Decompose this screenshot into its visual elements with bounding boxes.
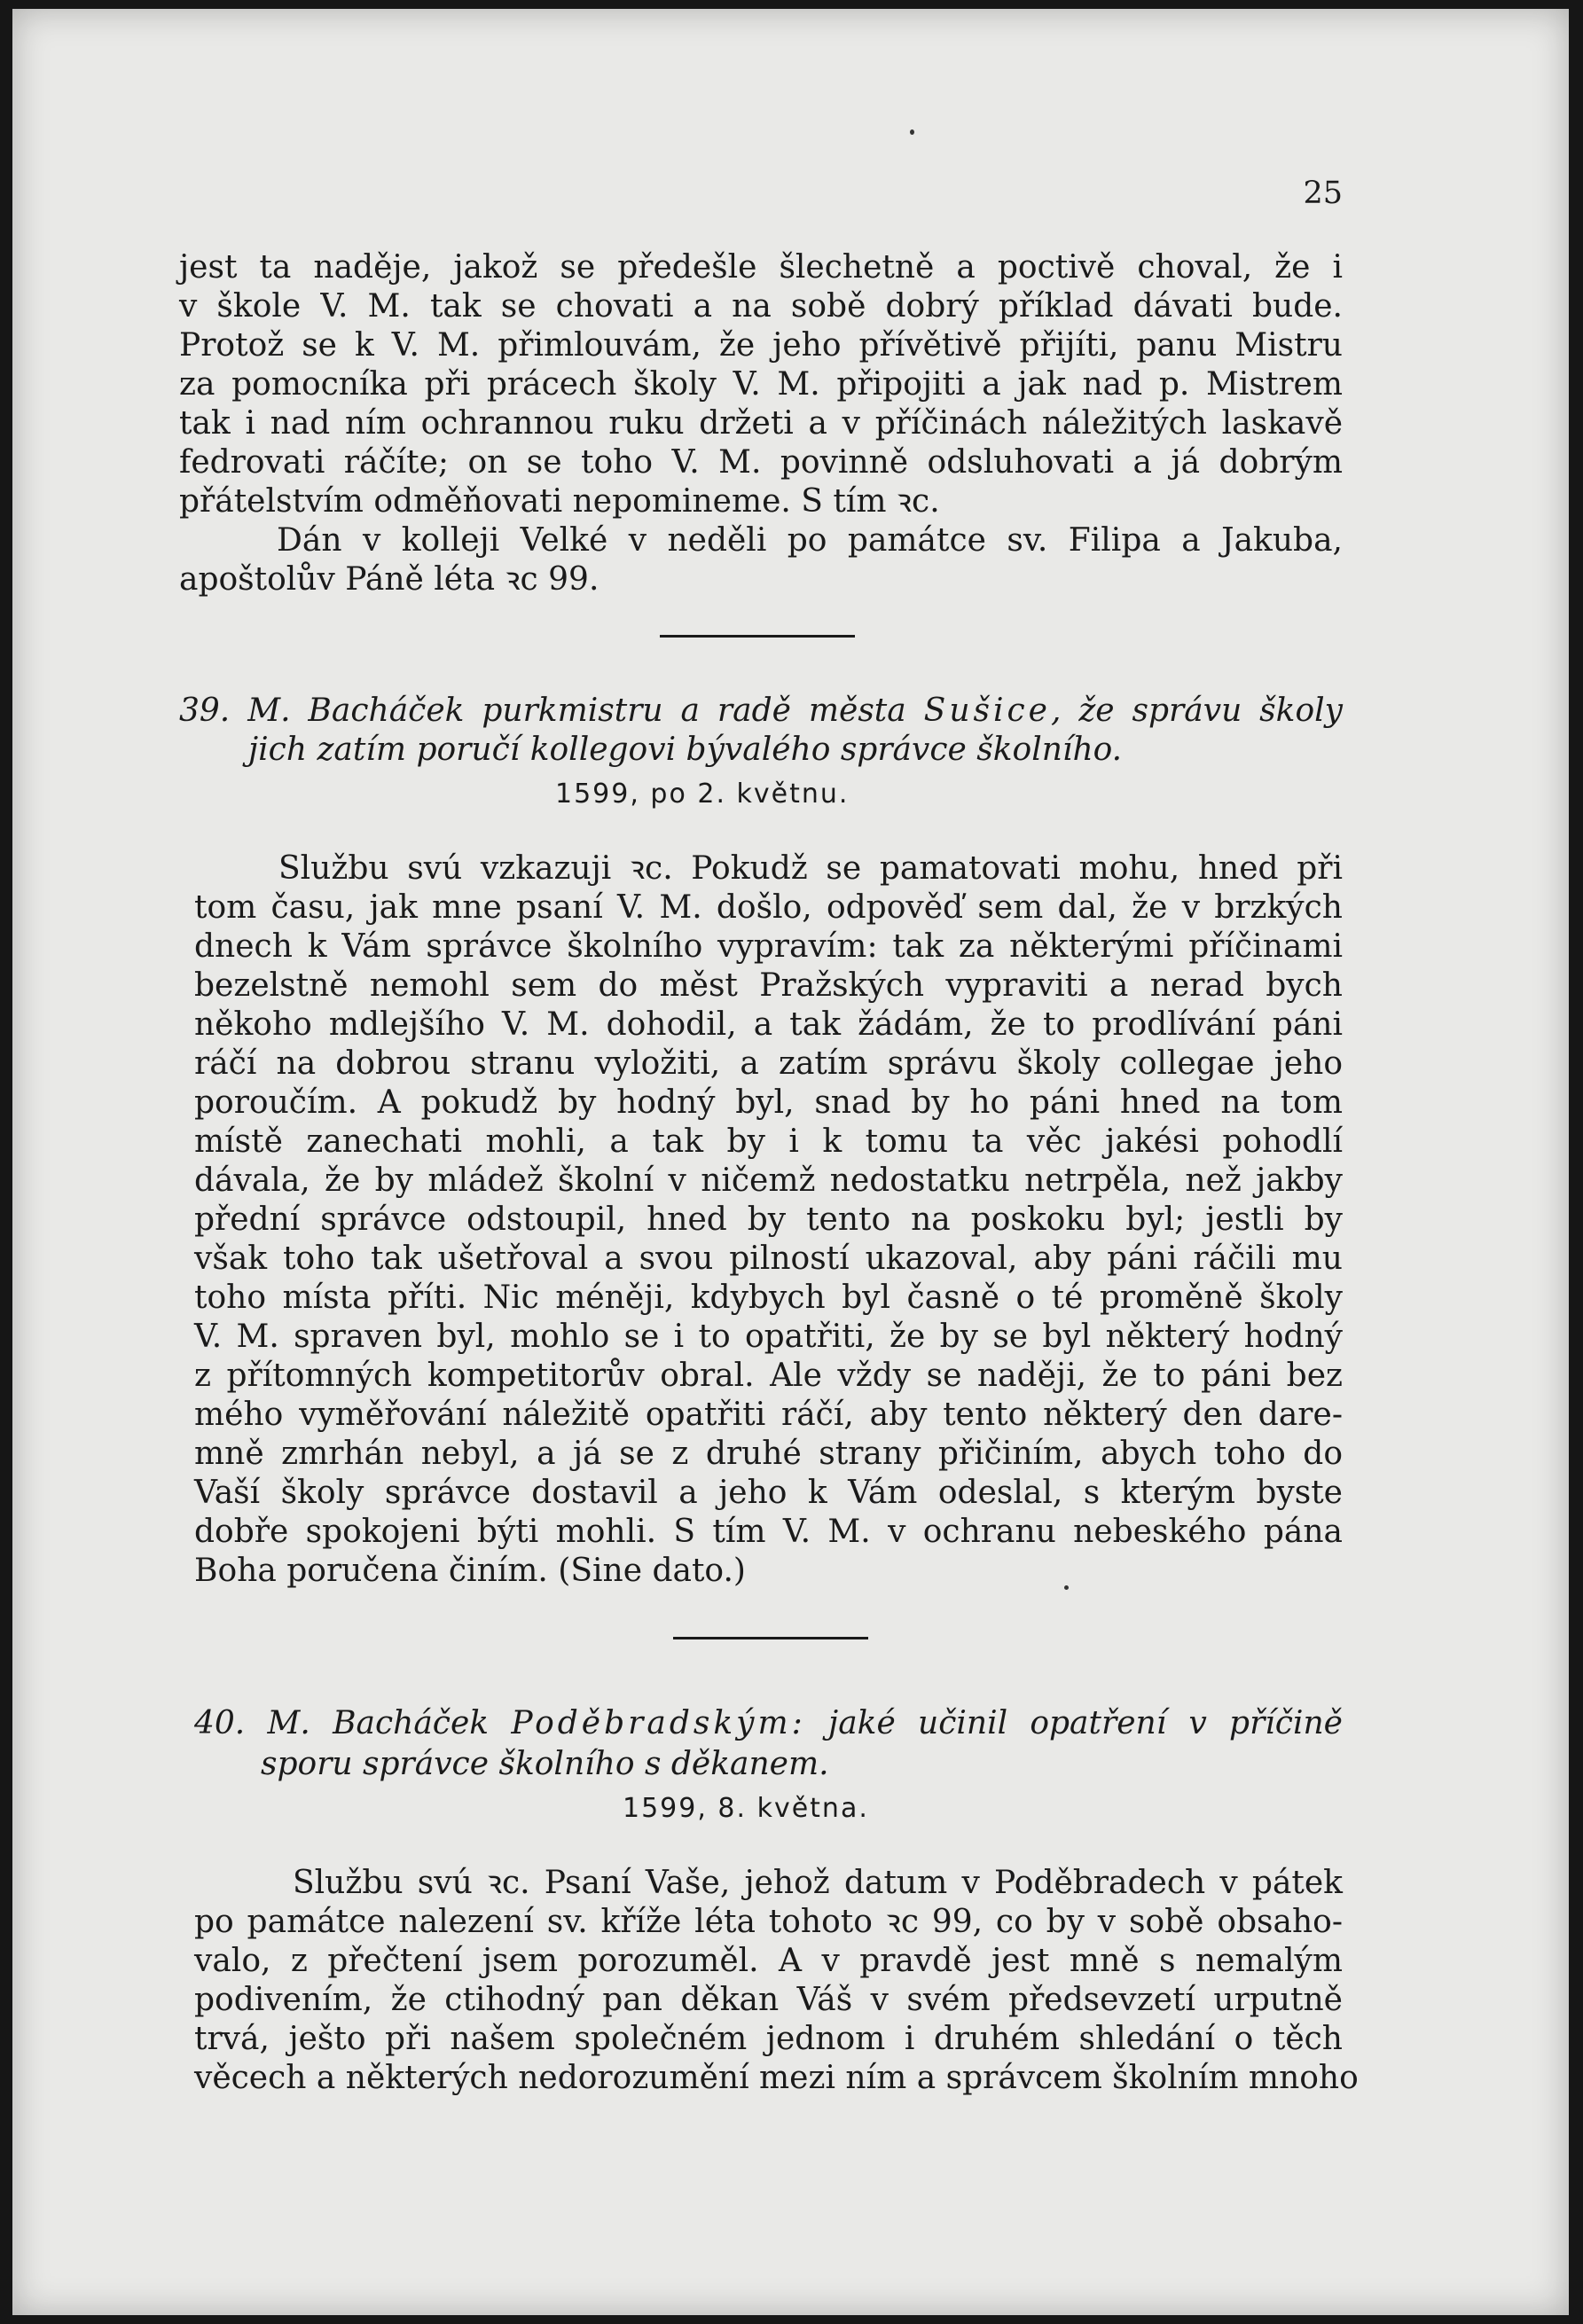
letter-39-line-5: někoho mdlejšího V. M. dohodil, a tak žádám, že to prodlívání páni	[194, 1006, 1343, 1043]
letter-39-line-4: bezelstně nemohl sem do měst Pražských vypraviti a nerad bych	[194, 967, 1343, 1004]
letter-39-line-13: V. M. spraven byl, mohlo se i to opatřiti, že by se byl některý hodný	[194, 1318, 1343, 1355]
letter-40-line-6: věcech a některých nedorozumění mezi ním a správcem školním mnoho	[194, 2060, 1359, 2096]
letter-39-date: 1599, po 2. květnu.	[555, 779, 850, 810]
letter-38-line-7: přátelstvím odměňovati nepomineme. S tím ꝛc.	[179, 483, 940, 520]
book-page	[12, 9, 1569, 2315]
letter-39-line-16: mně zmrhán nebyl, a já se z druhé strany přičiním, abych toho do	[194, 1436, 1343, 1472]
letter-39-heading-text-after: , že správu školy	[1050, 693, 1343, 729]
letter-39-line-11: však toho tak ušetřoval a svou pilností ukazoval, aby páni ráčili mu	[194, 1240, 1343, 1277]
letter-40-line-3: valo, z přečtení jsem porozuměl. A v pravdě jest mně s nemalým	[194, 1943, 1343, 1979]
letter-39-line-9: dávala, že by mládež školní v ničemž nedostatku netrpěla, než jakby	[194, 1162, 1343, 1199]
letter-40-heading-spaced-name: Poděbradským:	[511, 1705, 806, 1741]
letter-38-line-5: tak i nad ním ochrannou ruku držeti a v příčinách náležitých laskavě	[179, 405, 1343, 442]
letter-39-line-6: ráčí na dobrou stranu vyložiti, a zatím správu školy collegae jeho	[194, 1045, 1343, 1082]
letter-40-line-4: podivením, že ctihodný pan děkan Váš v svém předsevzetí urputně	[194, 1982, 1343, 2018]
letter-39-line-2: tom času, jak mne psaní V. M. došlo, odpověď sem dal, že v brzkých	[194, 889, 1343, 926]
letter-38-line-8: Dán v kolleji Velké v neděli po památce sv. Filipa a Jakuba,	[277, 522, 1343, 559]
letter-39-heading-line-1	[179, 692, 1343, 731]
letter-39-line-10: přední správce odstoupil, hned by tento na poskoku byl; jestli by	[194, 1201, 1343, 1238]
letter-39-heading-spaced-name: Sušice	[923, 693, 1051, 729]
letter-40-date: 1599, 8. května.	[623, 1793, 869, 1824]
letter-39-line-7: poroučím. A pokudž by hodný byl, snad by ho páni hned na tom	[194, 1084, 1343, 1121]
letter-38-line-4: za pomocníka při prácech školy V. M. připojiti a jak nad p. Mistrem	[179, 366, 1343, 403]
letter-39-line-1: Službu svú vzkazuji ꝛc. Pokudž se pamatovati mohu, hned při	[278, 850, 1343, 887]
letter-40-heading-text-after: jaké učinil opatření v příčině	[828, 1705, 1343, 1741]
letter-40-heading-line-2: sporu správce školního s děkanem.	[261, 1746, 829, 1782]
letter-38-line-6: fedrovati ráčíte; on se toho V. M. povinně odsluhovati a já dobrým	[179, 444, 1343, 481]
letter-39-heading-line-2: jich zatím poručí kollegovi bývalého správce školního.	[248, 732, 1123, 768]
letter-39-number: 39.	[179, 693, 231, 729]
letter-39-line-19: Boha poručena činím. (Sine dato.)	[194, 1553, 746, 1589]
letter-39-line-17: Vaší školy správce dostavil a jeho k Vám odeslal, s kterým byste	[194, 1475, 1343, 1511]
letter-40-line-5: trvá, ješto při našem společném jednom i druhém shledání o těch	[194, 2021, 1343, 2057]
letter-38-line-2: v škole V. M. tak se chovati a na sobě dobrý příklad dávati bude.	[179, 288, 1343, 325]
section-divider-1	[660, 635, 855, 638]
letter-39-line-3: dnech k Vám správce školního vypravím: tak za některými příčinami	[194, 928, 1343, 965]
scan-speck	[910, 129, 914, 135]
letter-39-line-12: toho místa příti. Nic méněji, kdybych byl časně o té proměně školy	[194, 1279, 1343, 1316]
letter-39-line-18: dobře spokojeni býti mohli. S tím V. M. v ochranu nebeského pána	[194, 1514, 1343, 1550]
section-divider-2	[673, 1637, 868, 1639]
letter-39-line-15: mého vyměřování náležitě opatřiti ráčí, aby tento některý den dare-	[194, 1397, 1343, 1433]
letter-40-number: 40.	[194, 1705, 246, 1741]
scan-speck	[1064, 1585, 1069, 1590]
letter-40-line-1: Službu svú ꝛc. Psaní Vaše, jehož datum v Poděbradech v pátek	[293, 1865, 1343, 1901]
letter-38-line-3: Protož se k V. M. přimlouvám, že jeho přívětivě přijíti, panu Mistru	[179, 327, 1343, 364]
letter-40-heading-line-1	[194, 1704, 1343, 1743]
letter-40-heading-text-before: M. Bacháček	[267, 1705, 490, 1741]
letter-39-line-14: z přítomných kompetitorův obral. Ale vždy se naději, že to páni bez	[194, 1358, 1343, 1394]
letter-38-line-9: apoštolův Páně léta ꝛc 99.	[179, 561, 600, 598]
letter-39-heading-text-before: M. Bacháček purkmistru a radě města	[247, 693, 906, 729]
page-number: 25	[1303, 176, 1343, 211]
letter-39-line-8: místě zanechati mohli, a tak by i k tomu ta věc jakési pohodlí	[194, 1123, 1343, 1160]
letter-40-line-2: po památce nalezení sv. kříže léta tohoto ꝛc 99, co by v sobě obsaho-	[194, 1904, 1343, 1940]
letter-38-line-1: jest ta naděje, jakož se předešle šlechetně a poctivě choval, že i	[179, 249, 1343, 286]
